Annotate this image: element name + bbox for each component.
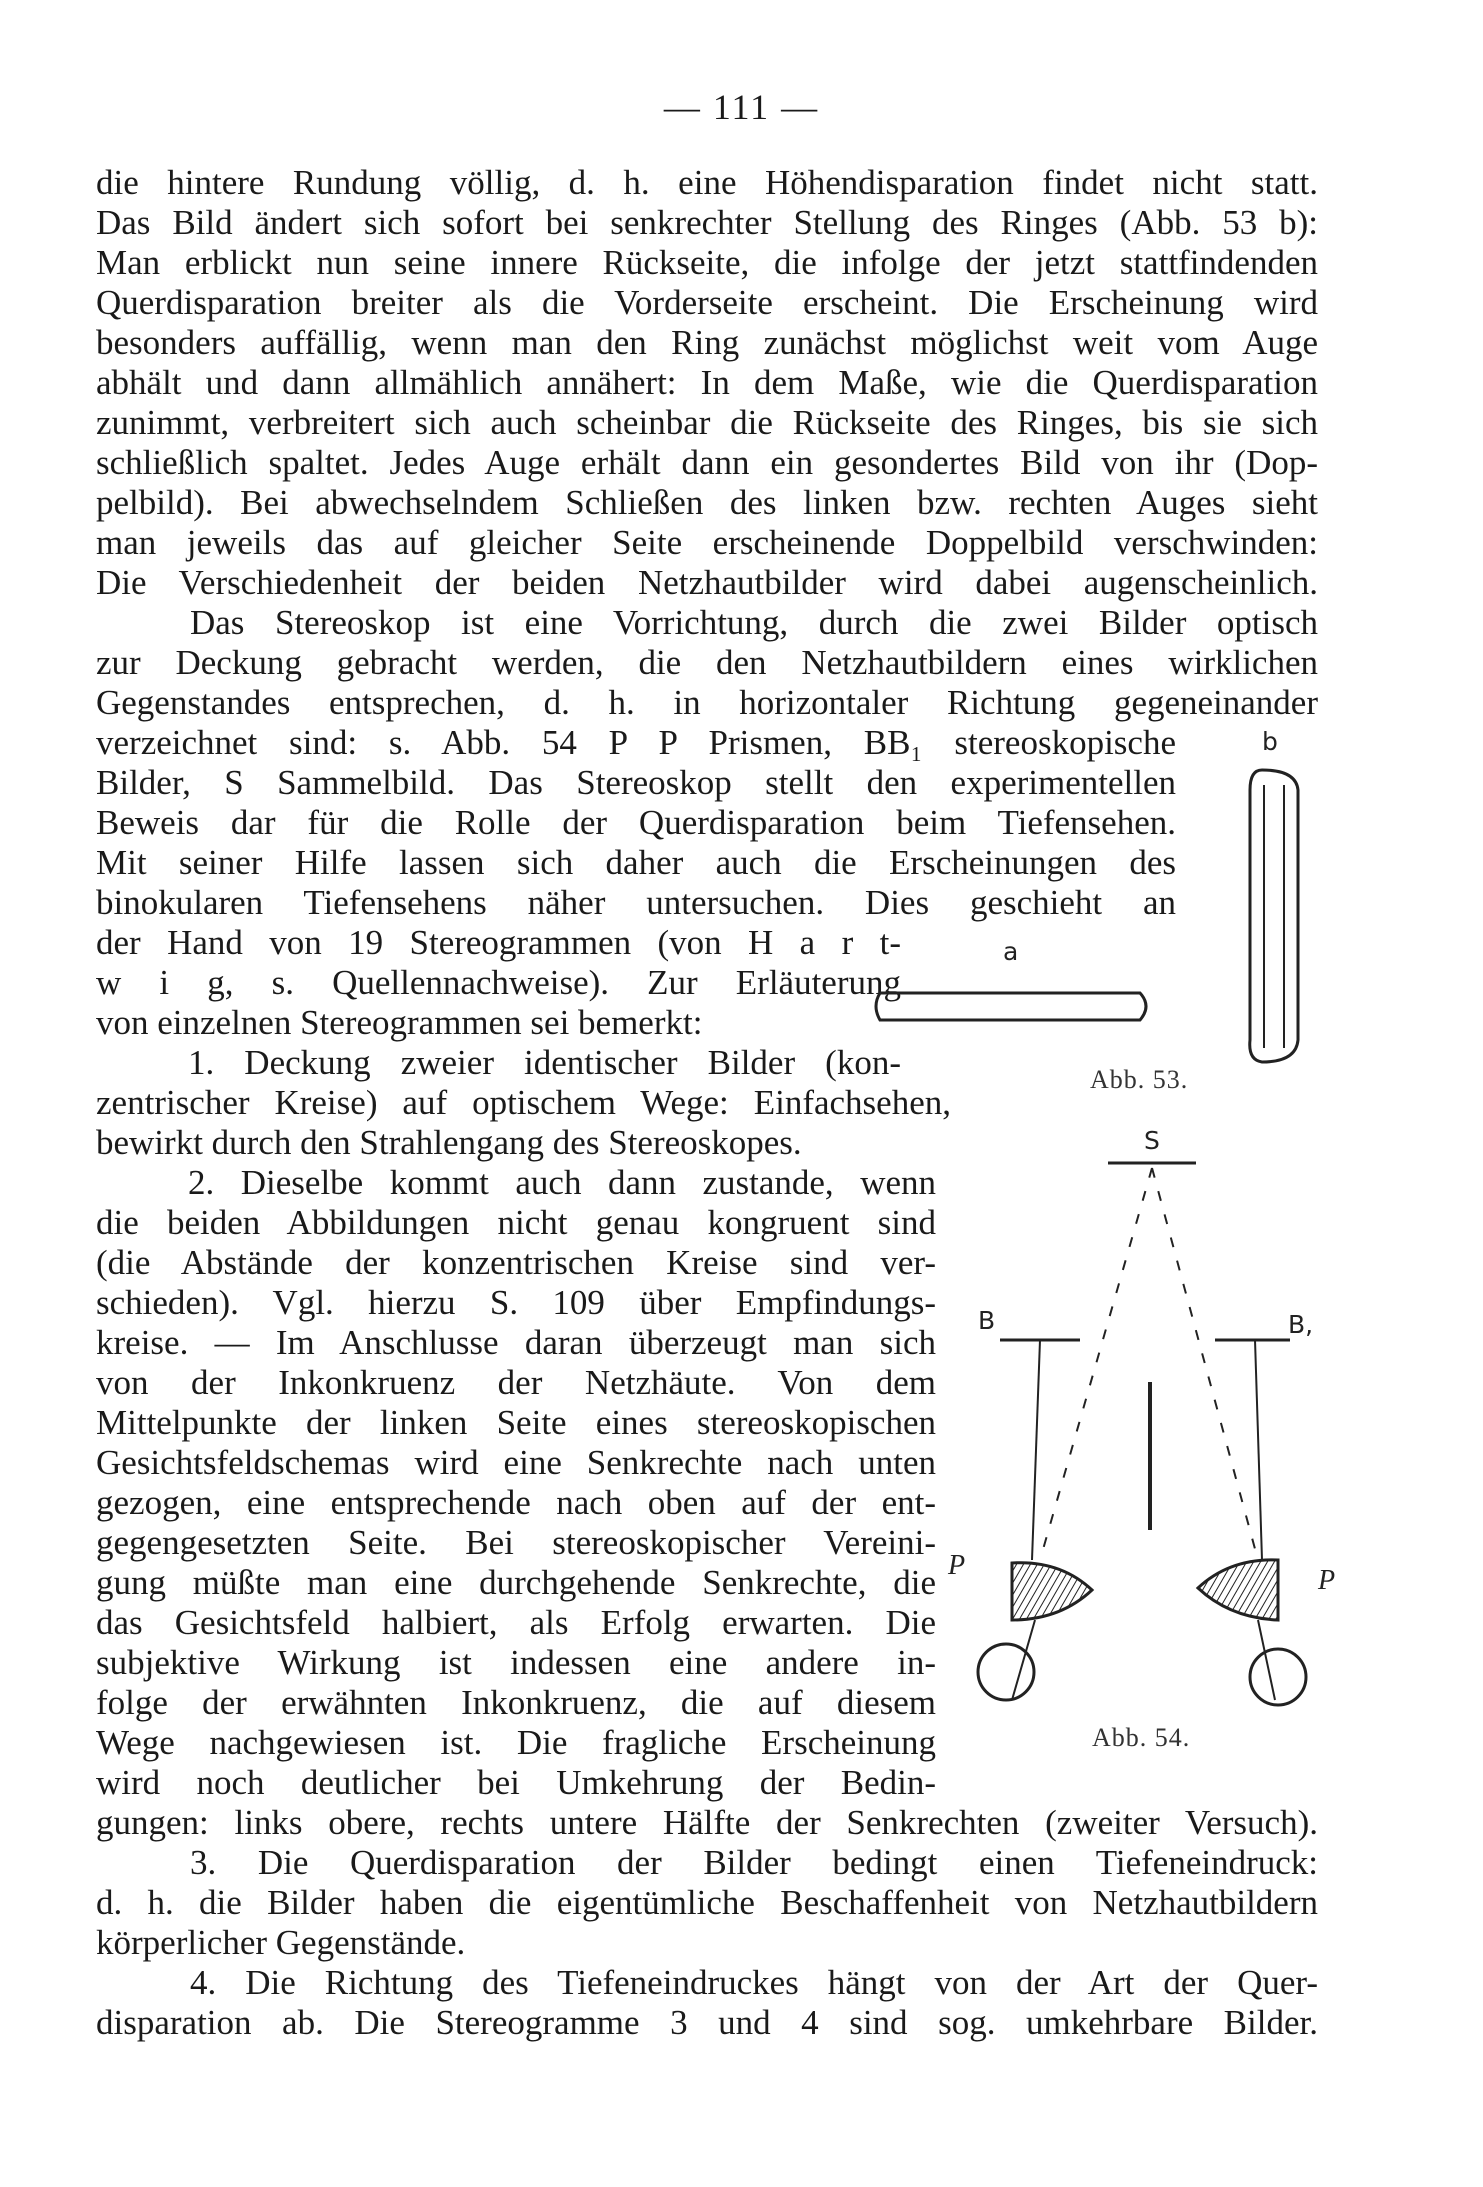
text-line: 2. Dieselbe kommt auch dann zustande, wenn: [188, 1163, 936, 1202]
text-line: Bilder, S Sammelbild. Das Stereoskop stellt den experimentellen: [96, 763, 1176, 802]
text-line: Mit seiner Hilfe lassen sich daher auch die Erscheinungen des: [96, 843, 1176, 882]
text-line: 3. Die Querdisparation der Bilder bedingt einen Tiefeneindruck:: [190, 1843, 1318, 1882]
text-line: Das Bild ändert sich sofort bei senkrechter Stellung des Ringes (Abb. 53 b):: [96, 203, 1318, 242]
text-line: besonders auffällig, wenn man den Ring zunächst möglichst weit vom Auge: [96, 323, 1318, 362]
figure-54-caption: Abb. 54.: [1092, 1723, 1191, 1752]
figure-53-label-b: b: [1262, 727, 1278, 756]
figure-54-label-P-right: P: [1318, 1565, 1336, 1596]
text-line: folge der erwähnten Inkonkruenz, die auf diesem: [96, 1683, 936, 1722]
text-line: abhält und dann allmählich annähert: In dem Maße, wie die Querdisparation: [96, 363, 1318, 402]
text-line: schieden). Vgl. hierzu S. 109 über Empfindungs-: [96, 1283, 936, 1322]
text-line: Die Verschiedenheit der beiden Netzhautbilder wird dabei augenscheinlich.: [96, 563, 1318, 602]
text-line: zunimmt, verbreitert sich auch scheinbar die Rückseite des Ringes, bis sie sich: [96, 403, 1318, 442]
figure-54-label-S: S: [1144, 1126, 1160, 1155]
text-line: Man erblickt nun seine innere Rückseite, die infolge der jetzt stattfindenden: [96, 243, 1318, 282]
text-line: Wege nachgewiesen ist. Die fragliche Erscheinung: [96, 1723, 936, 1762]
text-line: Mittelpunkte der linken Seite eines stereoskopischen: [96, 1403, 936, 1442]
text-line: Querdisparation breiter als die Vorderseite erscheint. Die Erscheinung wird: [96, 283, 1318, 322]
text-line: subjektive Wirkung ist indessen eine andere in-: [96, 1643, 936, 1682]
text-line: verzeichnet sind: s. Abb. 54 P P Prismen, BB₁ stereoskopische: [96, 723, 1176, 762]
text-line: gegengesetzten Seite. Bei stereoskopischer Vereini-: [96, 1523, 936, 1562]
text-line: d. h. die Bilder haben die eigentümliche Beschaffenheit von Netzhautbildern: [96, 1883, 1318, 1922]
text-line: Beweis dar für die Rolle der Querdisparation beim Tiefensehen.: [96, 803, 1176, 842]
text-line: die beiden Abbildungen nicht genau kongruent sind: [96, 1203, 936, 1242]
text-line: (die Abstände der konzentrischen Kreise sind ver-: [96, 1243, 936, 1282]
text-line: von der Inkonkruenz der Netzhäute. Von dem: [96, 1363, 936, 1402]
text-line: von einzelnen Stereogrammen sei bemerkt:: [96, 1003, 703, 1042]
text-line: man jeweils das auf gleicher Seite erscheinende Doppelbild verschwinden:: [96, 523, 1318, 562]
text-line: der Hand von 19 Stereogrammen (von H a r t-: [96, 923, 901, 962]
text-line: binokularen Tiefensehens näher untersuchen. Dies geschieht an: [96, 883, 1176, 922]
text-line: das Gesichtsfeld halbiert, als Erfolg erwarten. Die: [96, 1603, 936, 1642]
text-line: 1. Deckung zweier identischer Bilder (kon-: [188, 1043, 901, 1082]
text-line: pelbild). Bei abwechselndem Schließen des linken bzw. rechten Auges sieht: [96, 483, 1318, 522]
figure-54-label-B: B: [978, 1306, 996, 1335]
text-line: disparation ab. Die Stereogramme 3 und 4 sind sog. umkehrbare Bilder.: [96, 2003, 1318, 2042]
text-line: Gesichtsfeldschemas wird eine Senkrechte nach unten: [96, 1443, 936, 1482]
figure-53-caption: Abb. 53.: [1090, 1065, 1189, 1094]
text-line: kreise. — Im Anschlusse daran überzeugt man sich: [96, 1323, 936, 1362]
text-line: gezogen, eine entsprechende nach oben auf der ent-: [96, 1483, 936, 1522]
text-line: Das Stereoskop ist eine Vorrichtung, durch die zwei Bilder optisch: [190, 603, 1318, 642]
text-line: körperlicher Gegenstände.: [96, 1923, 466, 1962]
text-line: Gegenstandes entsprechen, d. h. in horizontaler Richtung gegeneinander: [96, 683, 1318, 722]
text-line: zur Deckung gebracht werden, die den Netzhautbildern eines wirklichen: [96, 643, 1318, 682]
text-line: wird noch deutlicher bei Umkehrung der Bedin-: [96, 1763, 936, 1802]
text-line: gungen: links obere, rechts untere Hälfte der Senkrechten (zweiter Versuch).: [96, 1803, 1318, 1842]
figure-53-label-a: a: [1003, 937, 1019, 966]
text-line: bewirkt durch den Strahlengang des Stereoskopes.: [96, 1123, 802, 1162]
text-line: die hintere Rundung völlig, d. h. eine Höhendisparation findet nicht statt.: [96, 163, 1318, 202]
page-number: — 111 —: [663, 87, 820, 127]
text-line: gung müßte man eine durchgehende Senkrechte, die: [96, 1563, 936, 1602]
figure-54-label-P-left: P: [948, 1550, 966, 1581]
figure-54-label-B1: B,: [1288, 1310, 1314, 1339]
text-line: 4. Die Richtung des Tiefeneindruckes hängt von der Art der Quer-: [190, 1963, 1318, 2002]
text-line: w i g, s. Quellennachweise). Zur Erläuterung: [96, 963, 901, 1002]
text-line: zentrischer Kreise) auf optischem Wege: Einfachsehen,: [96, 1083, 951, 1122]
text-line: schließlich spaltet. Jedes Auge erhält dann ein gesondertes Bild von ihr (Dop-: [96, 443, 1318, 482]
